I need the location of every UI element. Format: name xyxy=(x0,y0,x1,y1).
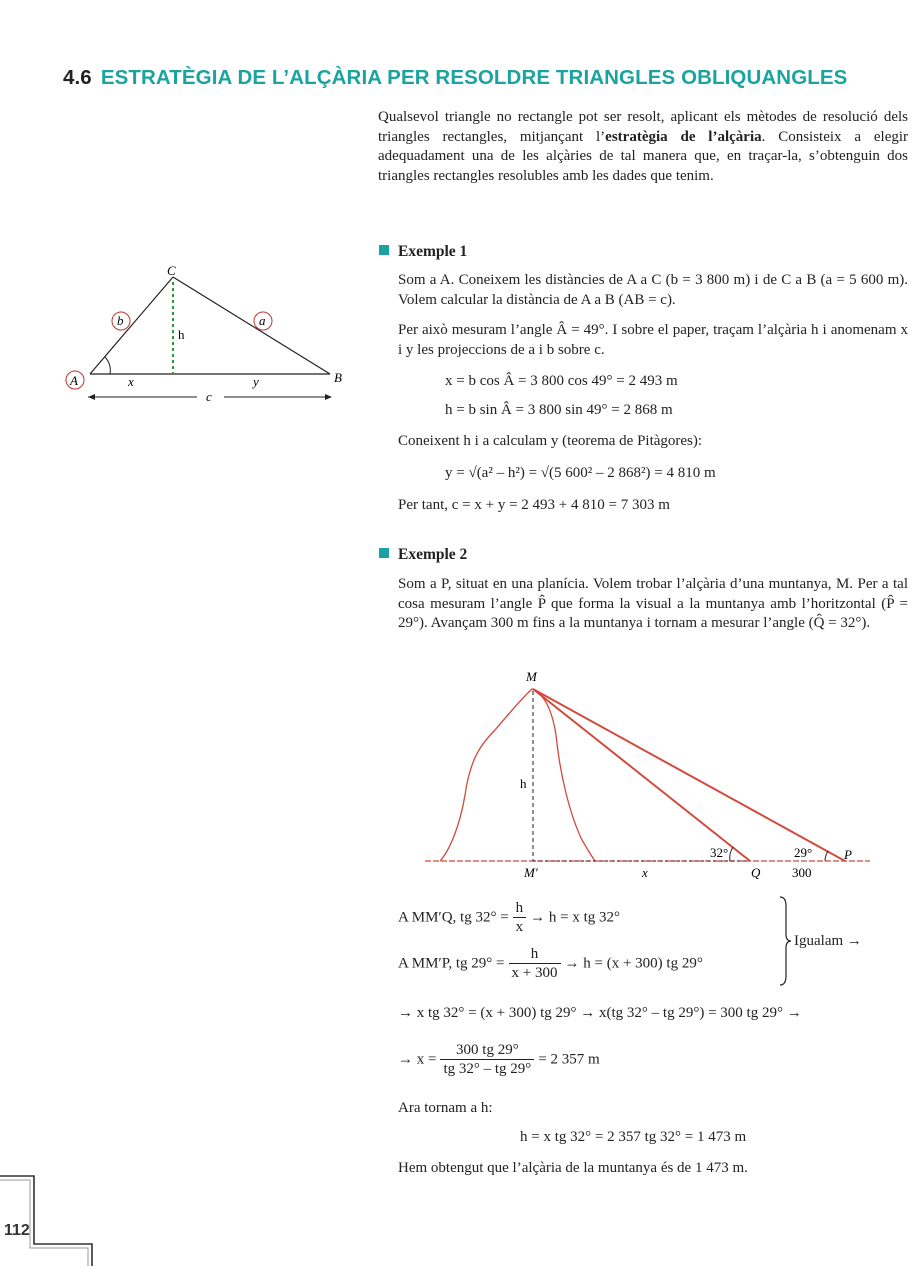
example1-p4: Per tant, c = x + y = 2 493 + 4 810 = 7 303 m xyxy=(398,497,670,513)
angle-arc-Q xyxy=(730,847,733,861)
sys2-fraction xyxy=(509,946,561,982)
section-title-text: ESTRATÈGIA DE L’ALÇÀRIA PER RESOLDRE TRIANGLES OBLIQUANGLES xyxy=(100,66,848,89)
section-title xyxy=(63,66,847,90)
dim-arrow-right xyxy=(325,394,332,400)
label-angle-P: 29° xyxy=(794,845,813,860)
return-text: Ara tornam a h: xyxy=(398,1100,493,1116)
sys1-denominator: x xyxy=(513,917,527,936)
sys2-denominator: x + 300 xyxy=(509,963,561,982)
example1-eq3: y = √(a² – h²) = √(5 600² – 2 868²) = 4 810 m xyxy=(445,465,716,481)
angle-arc-P xyxy=(825,851,828,861)
example2-heading-text: Exemple 2 xyxy=(398,546,468,563)
example1-eq2: h = b sin Â = 3 800 sin 49° = 2 868 m xyxy=(445,402,673,418)
label-mountain-height: h xyxy=(520,776,527,791)
label-vertex-A: A xyxy=(70,373,78,388)
example1-heading-text: Exemple 1 xyxy=(398,243,468,260)
label-base-c: c xyxy=(206,389,212,404)
label-point-P: P xyxy=(844,847,852,862)
section-number: 4.6 xyxy=(63,66,92,89)
conclusion-text: Hem obtengut que l’alçària de la muntanya és de 1 473 m. xyxy=(398,1160,748,1176)
label-proj-x: x xyxy=(128,374,134,389)
eqx-fraction xyxy=(440,1042,534,1078)
page-number: 112 xyxy=(4,1222,30,1239)
example1-eq1: x = b cos Â = 3 800 cos 49° = 2 493 m xyxy=(445,373,678,389)
label-height: h xyxy=(178,327,185,342)
bullet-square-icon xyxy=(379,548,389,558)
system-eq-2 xyxy=(398,946,703,982)
label-peak-M: M xyxy=(526,669,537,684)
label-proj-y: y xyxy=(253,374,259,389)
triangle-side-b xyxy=(90,277,173,374)
brace-label: Igualam → xyxy=(794,933,862,949)
label-dist-x: x xyxy=(642,865,648,880)
sys1-numerator: h xyxy=(515,900,524,916)
equation-chain: → x tg 32° = (x + 300) tg 29° → x(tg 32° – tg 29°) = 300 tg 29° → xyxy=(398,1005,802,1021)
example1-heading xyxy=(379,243,467,261)
mountain-figure xyxy=(420,665,890,885)
page-corner-graphic xyxy=(0,1168,100,1268)
triangle-side-a xyxy=(173,277,330,374)
system-eq-1 xyxy=(398,900,620,936)
intro-text: Qualsevol triangle no rectangle pot ser resolt, aplicant els mètodes de resolució dels triangles rectangles, mitjançant l’ xyxy=(378,109,908,145)
bullet-square-icon xyxy=(379,245,389,255)
eqx-numerator: 300 tg 29° xyxy=(456,1042,519,1058)
sys1-fraction xyxy=(513,900,527,936)
example2-heading xyxy=(379,546,467,564)
sys1-pre: A MM′Q, tg 32° = xyxy=(398,909,509,926)
equation-h: h = x tg 32° = 2 357 tg 32° = 1 473 m xyxy=(520,1129,747,1145)
label-side-b: b xyxy=(117,313,124,328)
example1-p1: Som a A. Coneixem les distàncies de A a C (b = 3 800 m) i de C a B (a = 5 600 m). Volem calcular la distància de A a B (AB = c). xyxy=(398,272,908,308)
label-angle-Q: 32° xyxy=(710,845,729,860)
label-side-a: a xyxy=(259,313,266,328)
sys2-pre: A MM′P, tg 29° = xyxy=(398,955,505,972)
label-vertex-B: B xyxy=(334,370,342,385)
example1-p2: Per això mesuram l’angle Â = 49°. I sobre el paper, traçam l’alçària h i anomenam x i y les projeccions de a i b sobre c. xyxy=(398,322,908,358)
dim-arrow-left xyxy=(88,394,95,400)
label-foot-M: M′ xyxy=(524,865,538,880)
label-dist-300: 300 xyxy=(792,865,812,880)
equation-x xyxy=(398,1042,600,1078)
brace-icon xyxy=(778,896,792,986)
sys1-post: → h = x tg 32° xyxy=(530,909,621,926)
sys2-numerator: h xyxy=(530,946,539,962)
label-point-Q: Q xyxy=(751,865,761,880)
angle-arc-A xyxy=(105,357,110,374)
example2-p1: Som a P, situat en una planícia. Volem trobar l’alçària d’una muntanya, M. Per a tal cosa mesuram l’angle P̂ que forma la visual a la muntanya amb l’horitzontal (P̂ = 29°). Avançam 300 m fins a la muntanya i tornam a mesurar l’angle (Q̂ = 32°). xyxy=(398,576,908,631)
intro-emphasis: estratègia de l’alçària xyxy=(605,128,762,145)
sys2-post: → h = (x + 300) tg 29° xyxy=(564,955,703,972)
example1-p3: Coneixent h i a calculam y (teorema de Pitàgores): xyxy=(398,433,703,449)
intro-paragraph xyxy=(378,108,908,186)
label-vertex-C: C xyxy=(167,263,176,278)
eqx-post: = 2 357 m xyxy=(538,1051,600,1068)
triangle-figure xyxy=(60,262,360,407)
mountain-outline xyxy=(440,689,595,861)
eqx-pre: → x = xyxy=(398,1051,437,1068)
sightline-Q xyxy=(533,689,750,861)
intro-text-end: . Consisteix a elegir adequadament una de les alçàries de tal manera que, en traçar-la, s’obtenguin dos triangles rectangles resolubles amb les dades que tenim. xyxy=(378,128,909,184)
eqx-denominator: tg 32° – tg 29° xyxy=(440,1059,534,1078)
